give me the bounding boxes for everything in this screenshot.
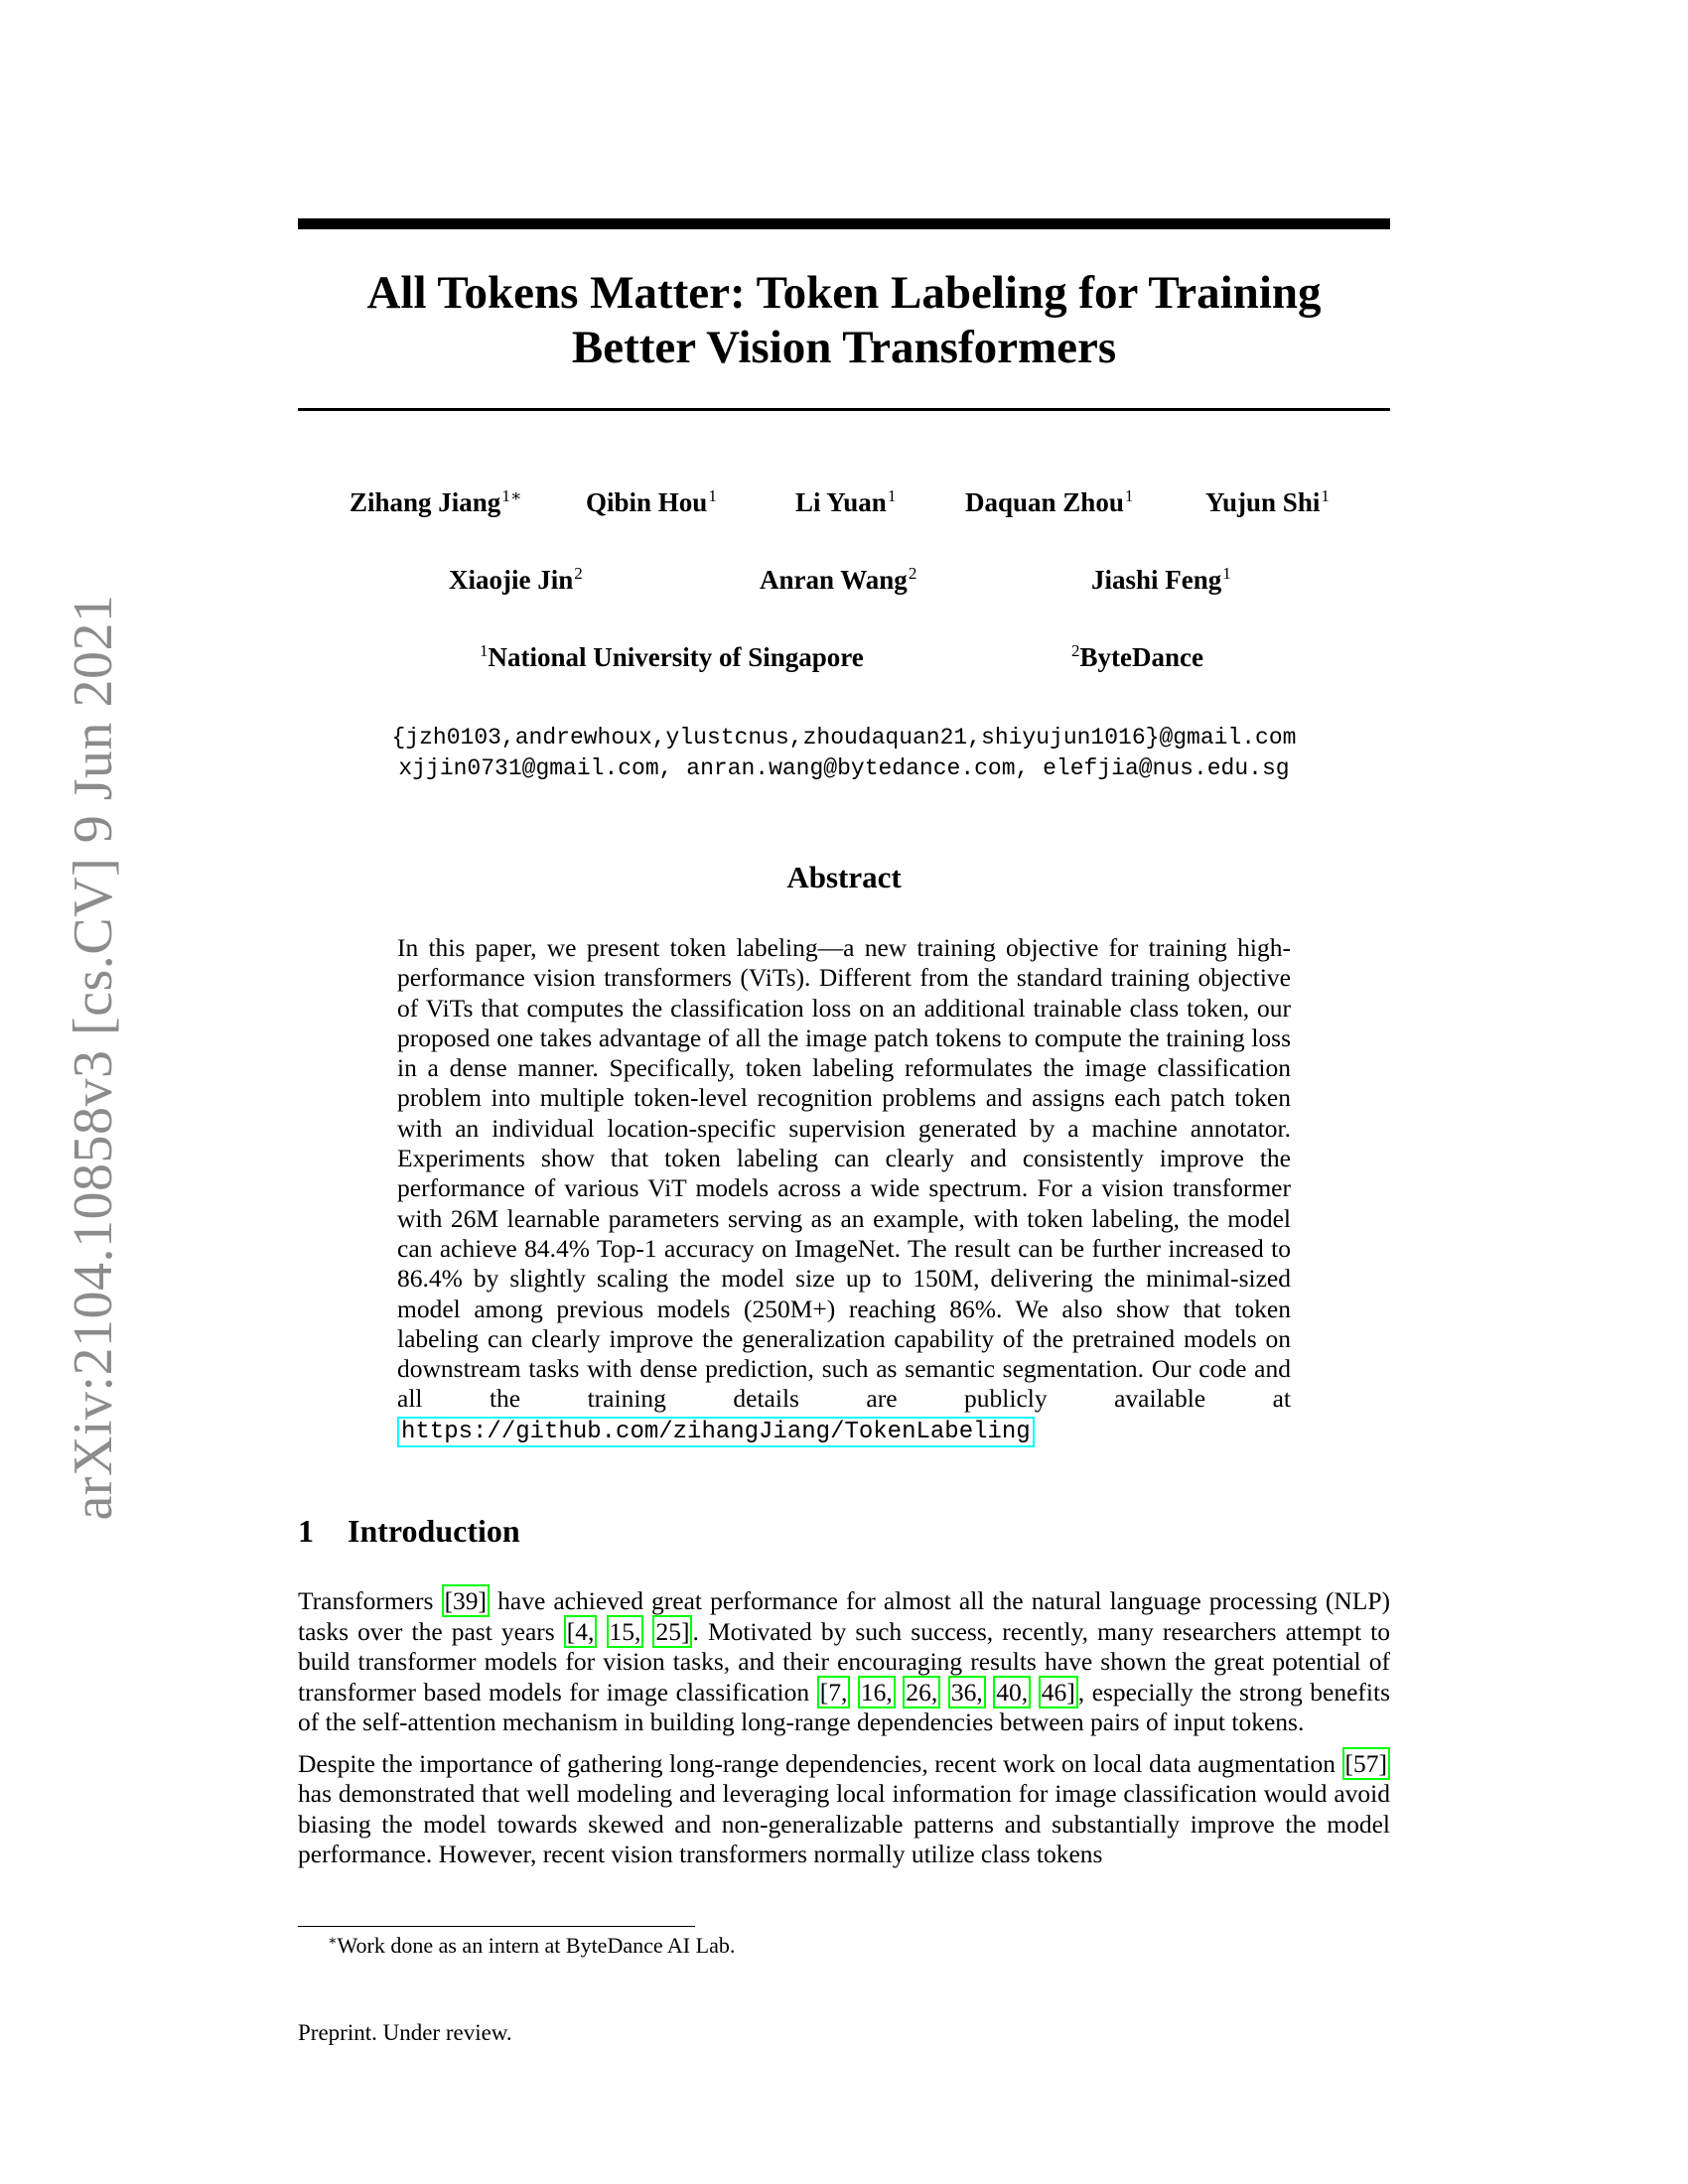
author: Daquan Zhou$^1$ [965, 486, 1134, 517]
citation-link[interactable]: [39] [442, 1584, 490, 1617]
section-heading-introduction [298, 1513, 520, 1550]
introduction-body [298, 1586, 1390, 1881]
preprint-note: Preprint. Under review. [298, 2020, 512, 2045]
title-line-1: All Tokens Matter: Token Labeling for Training [366, 267, 1322, 319]
abstract-text: In this paper, we present token labeling—a new training objective for training high-performance vision transformers (ViTs). Different from the standard training objective of ViTs that computes the classification loss on an additional trainable class token, our proposed one takes advantage of all the image patch tokens to compute the training loss in a dense manner. Specifically, token labeling reformulates the image classification problem into multiple token-level recognition problems and assigns each patch token with an individual location-specific supervision generated by a machine annotator. Experiments show that token labeling can clearly and consistently improve the performance of various ViT models across a wide spectrum. For a vision transformer with 26M learnable parameters serving as an example, with token labeling, the model can achieve 84.4% Top-1 accuracy on ImageNet. The result can be further increased to 86.4% by slightly scaling the model size up to 150M, delivering the minimal-sized model among previous models (250M+) reaching 86%. We also show that token labeling can clearly improve the generalization capability of the pretrained models on downstream tasks with dense prediction, such as semantic segmentation. Our code and all the training details are publicly available at [397, 933, 1291, 1414]
intro-paragraph-2: Despite the importance of gathering long-range dependencies, recent work on local data augmentation [57] has demonstrated that well modeling and leveraging local information for image classification would avoid biasing the model towards skewed and non-generalizable patterns and substantially improve the model performance. However, recent vision transformers normally utilize class tokens [298, 1748, 1390, 1868]
citation-link[interactable]: 16, [858, 1676, 896, 1708]
citation-link[interactable]: 26, [903, 1676, 940, 1708]
author-emails [298, 723, 1390, 784]
abstract-heading: Abstract [786, 860, 902, 894]
title-bottom-rule [298, 408, 1390, 411]
paper-title [298, 266, 1390, 375]
citation-link[interactable]: 46] [1039, 1676, 1078, 1708]
email-line-1: {jzh0103,andrewhoux,ylustcnus,zhoudaquan21,shiyujun1016}@gmail.com [391, 725, 1297, 751]
author: Qibin Hou$^1$ [586, 486, 717, 517]
abstract-body [397, 933, 1291, 1447]
author: Anran Wang$^2$ [760, 564, 917, 595]
citation-link[interactable]: 36, [948, 1676, 986, 1708]
citation-link[interactable]: 15, [607, 1615, 644, 1648]
citation-link[interactable]: [7, [817, 1676, 851, 1708]
section-number: 1 [298, 1513, 314, 1549]
footnote-rule [298, 1926, 695, 1927]
affiliation: $^1$National University of Singapore [480, 641, 864, 672]
citation-link[interactable]: 25] [652, 1615, 692, 1648]
title-line-2: Better Vision Transformers [571, 322, 1117, 373]
citation-link[interactable]: [57] [1342, 1747, 1390, 1780]
author: Li Yuan$^1$ [795, 486, 897, 517]
footnote: ∗Work done as an intern at ByteDance AI Lab. [328, 1933, 736, 1958]
email-line-2: xjjin0731@gmail.com, anran.wang@bytedance.com, elefjia@nus.edu.sg [398, 755, 1290, 781]
citation-link[interactable]: [4, [564, 1615, 598, 1648]
code-url-link[interactable]: https://github.com/zihangJiang/TokenLabeling [397, 1417, 1035, 1447]
author: Jiashi Feng$^1$ [1091, 564, 1231, 595]
author: Yujun Shi$^1$ [1205, 486, 1330, 517]
title-top-rule [298, 218, 1390, 229]
author: Zihang Jiang$^{1∗}$ [350, 486, 522, 517]
affiliation: $^2$ByteDance [1071, 641, 1203, 672]
author: Xiaojie Jin$^2$ [449, 564, 583, 595]
citation-link[interactable]: 40, [993, 1676, 1031, 1708]
section-title: Introduction [348, 1513, 520, 1549]
intro-paragraph-1: Transformers [39] have achieved great performance for almost all the natural language processing (NLP) tasks over the past years [4, 15, 25] . Motivated by such success, recently, many researchers attempt to build transformer models for vision tasks, and their encouraging results have shown the great potential of transformer based models for image classification [7, 16, 26, 36, 40, 46] , especially the strong benefits of the self-attention mechanism in building long-range dependencies between pairs of input tokens. [298, 1586, 1391, 1736]
arxiv-identifier: arXiv:2104.10858v3 [cs.CV] 9 Jun 2021 [63, 594, 124, 1521]
